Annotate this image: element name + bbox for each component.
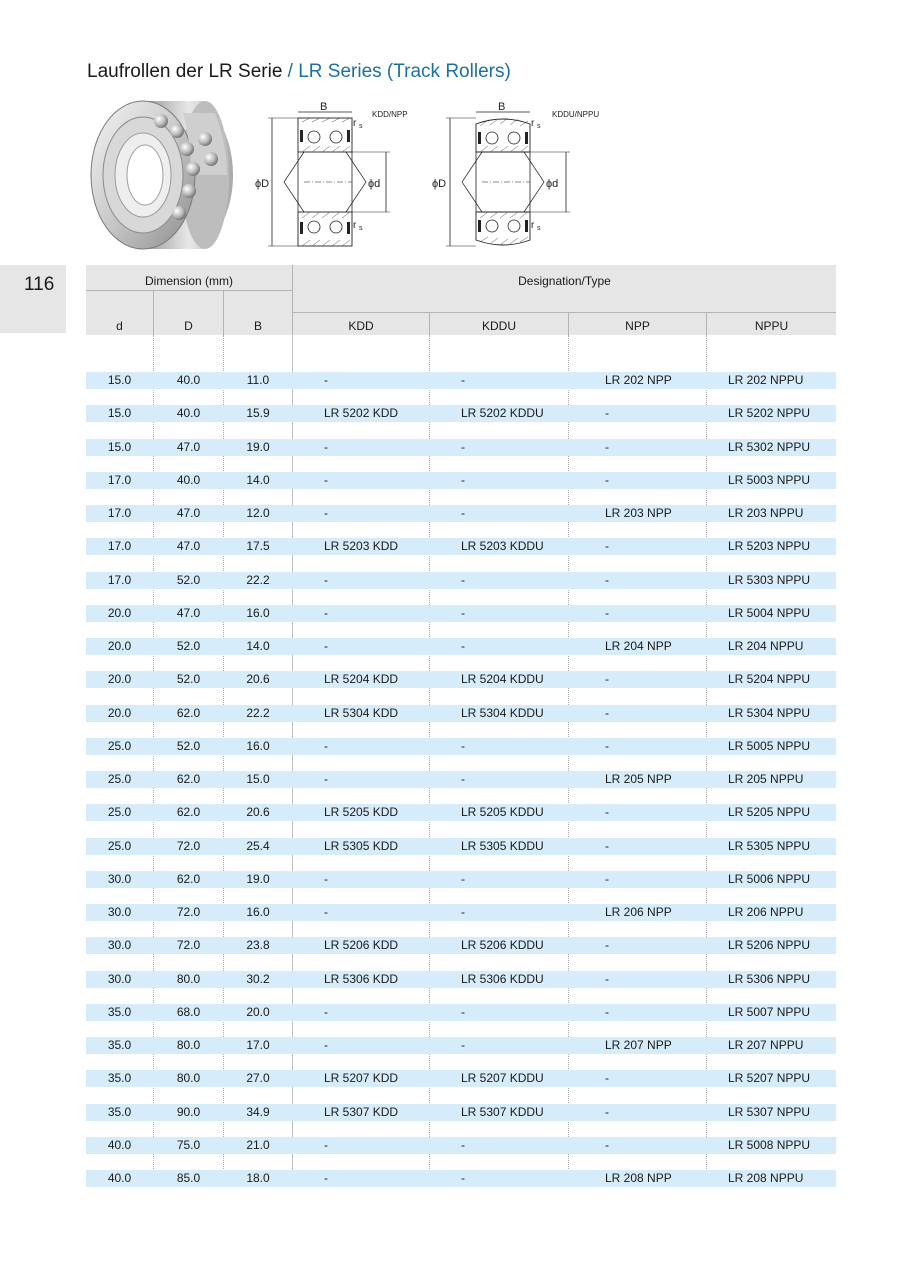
cell-npp: LR 205 NPP xyxy=(605,772,672,786)
cell-B: 19.0 xyxy=(246,439,270,454)
cell-npp: - xyxy=(605,1071,609,1086)
radius-sub-bottom: s xyxy=(537,225,541,232)
cell-kddu: - xyxy=(461,373,465,387)
cell-kdd: - xyxy=(324,1038,328,1052)
cell-B: 34.9 xyxy=(246,1104,270,1119)
cell-nppu: LR 207 NPPU xyxy=(728,1038,804,1052)
cell-npp: - xyxy=(605,406,609,421)
cell-d: 35.0 xyxy=(107,1004,132,1019)
table-row xyxy=(86,1104,836,1121)
cell-d: 25.0 xyxy=(107,838,132,853)
table-row xyxy=(86,937,836,954)
cell-kddu: - xyxy=(461,1004,465,1019)
cell-npp: - xyxy=(605,838,609,853)
column-header-kddu: KDDU xyxy=(481,319,516,333)
cell-D: 52.0 xyxy=(176,672,201,687)
cell-npp: LR 203 NPP xyxy=(605,506,672,520)
cell-D: 47.0 xyxy=(176,439,201,454)
variant-label: KDDU/NPPU xyxy=(552,110,600,119)
cell-npp: - xyxy=(605,971,609,986)
table-row xyxy=(86,1004,836,1021)
cell-d: 30.0 xyxy=(107,971,132,986)
cell-kdd: - xyxy=(324,572,328,587)
cell-nppu: LR 5006 NPPU xyxy=(728,871,811,886)
table-row xyxy=(86,1070,836,1087)
cell-kddu: - xyxy=(461,772,465,786)
cell-D: 40.0 xyxy=(176,472,201,487)
table-row xyxy=(86,372,836,389)
table-row xyxy=(86,1170,836,1187)
cell-d: 35.0 xyxy=(107,1071,132,1086)
cell-npp: - xyxy=(605,1004,609,1019)
cell-B: 22.2 xyxy=(246,572,270,587)
cell-B: 14.0 xyxy=(246,472,270,487)
cell-kdd: - xyxy=(324,472,328,487)
cell-kdd: LR 5306 KDD xyxy=(324,971,399,986)
header-divider-dimension xyxy=(86,290,292,291)
cell-kddu: LR 5306 KDDU xyxy=(461,971,544,986)
cell-D: 85.0 xyxy=(176,1171,201,1185)
cell-nppu: LR 5303 NPPU xyxy=(728,572,811,587)
table-row xyxy=(86,804,836,821)
table-row xyxy=(86,671,836,688)
column-divider xyxy=(223,335,224,1187)
cell-d: 17.0 xyxy=(107,472,132,487)
header-divider-designation xyxy=(293,312,836,313)
table-row xyxy=(86,405,836,422)
cell-B: 20.6 xyxy=(246,672,270,687)
table-row xyxy=(86,971,836,988)
column-divider xyxy=(568,335,569,1187)
cell-npp: - xyxy=(605,705,609,720)
cell-kdd: - xyxy=(324,871,328,886)
table-row xyxy=(86,1037,836,1054)
cell-npp: - xyxy=(605,738,609,753)
radius-label-top: r xyxy=(531,118,535,129)
cell-d: 35.0 xyxy=(107,1038,132,1052)
cell-npp: - xyxy=(605,472,609,487)
od-label: ϕD xyxy=(432,178,447,190)
cell-D: 68.0 xyxy=(176,1004,201,1019)
cell-nppu: LR 5007 NPPU xyxy=(728,1004,811,1019)
cell-kddu: - xyxy=(461,738,465,753)
cell-d: 20.0 xyxy=(107,672,132,687)
cell-B: 20.0 xyxy=(246,1004,270,1019)
cell-D: 52.0 xyxy=(176,639,201,653)
cell-B: 23.8 xyxy=(246,938,270,953)
cell-npp: LR 202 NPP xyxy=(605,373,672,387)
column-header-npp: NPP xyxy=(625,319,650,333)
cell-B: 17.0 xyxy=(246,1038,270,1052)
cell-kddu: - xyxy=(461,639,465,653)
column-header-kdd: KDD xyxy=(348,319,374,333)
cell-D: 52.0 xyxy=(176,572,201,587)
cell-B: 11.0 xyxy=(246,373,270,387)
cell-D: 62.0 xyxy=(176,705,201,720)
table-row xyxy=(86,771,836,788)
cell-B: 20.6 xyxy=(246,805,270,820)
cell-d: 30.0 xyxy=(107,905,132,919)
cell-kdd: LR 5207 KDD xyxy=(324,1071,399,1086)
cell-nppu: LR 5302 NPPU xyxy=(728,439,811,454)
cell-kddu: - xyxy=(461,506,465,520)
dimension-group-header: Dimension (mm) xyxy=(144,274,233,288)
column-header-D: D xyxy=(184,319,193,333)
table-row xyxy=(86,505,836,522)
cell-kdd: - xyxy=(324,639,328,653)
cell-d: 15.0 xyxy=(107,373,132,387)
cell-nppu: LR 203 NPPU xyxy=(728,506,804,520)
cell-B: 30.2 xyxy=(246,971,270,986)
radius-label-top: r xyxy=(353,118,357,129)
cell-kdd: - xyxy=(324,439,328,454)
cell-kdd: - xyxy=(324,373,328,387)
cell-B: 25.4 xyxy=(246,838,270,853)
cell-nppu: LR 5008 NPPU xyxy=(728,1137,811,1152)
cell-nppu: LR 202 NPPU xyxy=(728,373,804,387)
cell-nppu: LR 5304 NPPU xyxy=(728,705,811,720)
cell-D: 47.0 xyxy=(176,539,201,554)
cell-npp: - xyxy=(605,539,609,554)
cell-kdd: - xyxy=(324,605,328,620)
cell-D: 40.0 xyxy=(176,373,201,387)
cell-D: 80.0 xyxy=(176,1071,201,1086)
cell-d: 30.0 xyxy=(107,871,132,886)
cell-npp: - xyxy=(605,572,609,587)
cell-nppu: LR 206 NPPU xyxy=(728,905,804,919)
table-row xyxy=(86,638,836,655)
title-english: LR Series (Track Rollers) xyxy=(298,61,511,82)
cell-nppu: LR 5203 NPPU xyxy=(728,539,811,554)
cell-kdd: - xyxy=(324,905,328,919)
od-label: ϕD xyxy=(255,178,270,190)
cell-nppu: LR 5204 NPPU xyxy=(728,672,811,687)
table-row xyxy=(86,738,836,755)
table-row xyxy=(86,1137,836,1154)
cell-npp: LR 207 NPP xyxy=(605,1038,672,1052)
cell-nppu: LR 5306 NPPU xyxy=(728,971,811,986)
cell-kddu: - xyxy=(461,1171,465,1185)
cell-nppu: LR 204 NPPU xyxy=(728,639,804,653)
cell-D: 52.0 xyxy=(176,738,201,753)
cell-kddu: - xyxy=(461,605,465,620)
cell-kddu: LR 5202 KDDU xyxy=(461,406,544,421)
radius-sub-top: s xyxy=(359,123,363,130)
variant-label: KDD/NPP xyxy=(372,110,408,119)
cell-D: 62.0 xyxy=(176,805,201,820)
column-divider xyxy=(153,335,154,1187)
cell-kddu: - xyxy=(461,472,465,487)
column-divider xyxy=(706,335,707,1187)
width-label: B xyxy=(320,101,328,113)
cell-D: 62.0 xyxy=(176,772,201,786)
page-title xyxy=(87,61,511,83)
cell-kdd: - xyxy=(324,1171,328,1185)
id-label: ϕd xyxy=(546,178,559,190)
cell-kddu: LR 5204 KDDU xyxy=(461,672,544,687)
cell-nppu: LR 5005 NPPU xyxy=(728,738,811,753)
cell-d: 30.0 xyxy=(107,938,132,953)
cell-d: 35.0 xyxy=(107,1104,132,1119)
cell-nppu: LR 5202 NPPU xyxy=(728,406,811,421)
cell-D: 40.0 xyxy=(176,406,201,421)
cell-npp: - xyxy=(605,1137,609,1152)
cell-kddu: - xyxy=(461,1038,465,1052)
cell-nppu: LR 205 NPPU xyxy=(728,772,804,786)
cell-d: 20.0 xyxy=(107,639,132,653)
table-row xyxy=(86,538,836,555)
cell-kdd: - xyxy=(324,1137,328,1152)
cross-section-drawing-kddu-nppu xyxy=(430,98,620,255)
cell-D: 47.0 xyxy=(176,506,201,520)
table-row xyxy=(86,705,836,722)
column-header-d: d xyxy=(116,319,123,333)
designation-group-header: Designation/Type xyxy=(518,274,611,288)
cell-npp: - xyxy=(605,805,609,820)
cell-B: 18.0 xyxy=(246,1171,270,1185)
cell-kddu: - xyxy=(461,572,465,587)
cell-npp: - xyxy=(605,439,609,454)
cell-kdd: LR 5203 KDD xyxy=(324,539,399,554)
cell-D: 80.0 xyxy=(176,971,201,986)
cell-B: 15.9 xyxy=(246,406,270,421)
cell-D: 72.0 xyxy=(176,838,201,853)
cell-D: 80.0 xyxy=(176,1038,201,1052)
cross-section-drawing-kdd-npp xyxy=(252,98,422,255)
cell-kddu: - xyxy=(461,1137,465,1152)
cell-D: 75.0 xyxy=(176,1137,201,1152)
bearing-photo xyxy=(87,93,237,253)
title-separator: / xyxy=(282,61,299,82)
cell-B: 16.0 xyxy=(246,738,270,753)
cell-kdd: LR 5204 KDD xyxy=(324,672,399,687)
cell-kddu: - xyxy=(461,871,465,886)
cell-npp: LR 204 NPP xyxy=(605,639,672,653)
cell-kdd: LR 5304 KDD xyxy=(324,705,399,720)
cell-B: 22.2 xyxy=(246,705,270,720)
cell-D: 90.0 xyxy=(176,1104,201,1119)
table-row xyxy=(86,838,836,855)
cell-d: 25.0 xyxy=(107,805,132,820)
cell-npp: - xyxy=(605,871,609,886)
cell-kdd: LR 5202 KDD xyxy=(324,406,399,421)
cell-kdd: - xyxy=(324,738,328,753)
cell-nppu: LR 5004 NPPU xyxy=(728,605,811,620)
cell-B: 17.5 xyxy=(246,539,270,554)
radius-label-bottom: r xyxy=(353,220,357,231)
cell-d: 40.0 xyxy=(107,1137,132,1152)
cell-kdd: LR 5206 KDD xyxy=(324,938,399,953)
cell-nppu: LR 208 NPPU xyxy=(728,1171,804,1185)
cell-d: 20.0 xyxy=(107,605,132,620)
cell-kddu: LR 5304 KDDU xyxy=(461,705,544,720)
cell-B: 16.0 xyxy=(246,905,270,919)
cell-kddu: LR 5207 KDDU xyxy=(461,1071,544,1086)
radius-label-bottom: r xyxy=(531,220,535,231)
cell-d: 20.0 xyxy=(107,705,132,720)
radius-sub-bottom: s xyxy=(359,225,363,232)
cell-d: 15.0 xyxy=(107,439,132,454)
cell-kddu: LR 5305 KDDU xyxy=(461,838,544,853)
cell-kddu: LR 5205 KDDU xyxy=(461,805,544,820)
cell-kddu: LR 5206 KDDU xyxy=(461,938,544,953)
cell-kdd: LR 5307 KDD xyxy=(324,1104,399,1119)
title-german: Laufrollen der LR Serie xyxy=(87,61,283,82)
cell-nppu: LR 5305 NPPU xyxy=(728,838,811,853)
cell-npp: - xyxy=(605,938,609,953)
cell-d: 17.0 xyxy=(107,539,132,554)
column-divider xyxy=(292,335,293,1187)
column-divider xyxy=(429,335,430,1187)
cell-B: 12.0 xyxy=(246,506,270,520)
cell-nppu: LR 5003 NPPU xyxy=(728,472,811,487)
cell-d: 17.0 xyxy=(107,506,132,520)
column-header-nppu: NPPU xyxy=(754,319,789,333)
table-row xyxy=(86,904,836,921)
cell-kddu: - xyxy=(461,439,465,454)
cell-D: 62.0 xyxy=(176,871,201,886)
cell-B: 15.0 xyxy=(246,772,270,786)
table-row xyxy=(86,871,836,888)
column-header-B: B xyxy=(253,319,262,333)
cell-nppu: LR 5307 NPPU xyxy=(728,1104,811,1119)
cell-d: 15.0 xyxy=(107,406,132,421)
cell-d: 25.0 xyxy=(107,772,132,786)
cell-nppu: LR 5206 NPPU xyxy=(728,938,811,953)
cell-B: 27.0 xyxy=(246,1071,270,1086)
cell-B: 16.0 xyxy=(246,605,270,620)
cell-kdd: LR 5205 KDD xyxy=(324,805,399,820)
cell-npp: LR 206 NPP xyxy=(605,905,672,919)
cell-B: 14.0 xyxy=(246,639,270,653)
table-row xyxy=(86,472,836,489)
cell-kddu: LR 5203 KDDU xyxy=(461,539,544,554)
id-label: ϕd xyxy=(368,178,381,190)
cell-kdd: LR 5305 KDD xyxy=(324,838,399,853)
table-row xyxy=(86,572,836,589)
cell-npp: LR 208 NPP xyxy=(605,1171,672,1185)
cell-B: 19.0 xyxy=(246,871,270,886)
cell-kdd: - xyxy=(324,772,328,786)
cell-kddu: LR 5307 KDDU xyxy=(461,1104,544,1119)
cell-npp: - xyxy=(605,605,609,620)
cell-d: 40.0 xyxy=(107,1171,132,1185)
cell-nppu: LR 5205 NPPU xyxy=(728,805,811,820)
cell-kdd: - xyxy=(324,1004,328,1019)
cell-D: 47.0 xyxy=(176,605,201,620)
page-number: 116 xyxy=(24,274,55,295)
cell-npp: - xyxy=(605,1104,609,1119)
table-row xyxy=(86,439,836,456)
cell-B: 21.0 xyxy=(246,1137,270,1152)
table-row xyxy=(86,605,836,622)
cell-kdd: - xyxy=(324,506,328,520)
cell-d: 25.0 xyxy=(107,738,132,753)
cell-kddu: - xyxy=(461,905,465,919)
width-label: B xyxy=(498,101,506,113)
cell-npp: - xyxy=(605,672,609,687)
radius-sub-top: s xyxy=(537,123,541,130)
cell-D: 72.0 xyxy=(176,938,201,953)
cell-d: 17.0 xyxy=(107,572,132,587)
cell-D: 72.0 xyxy=(176,905,201,919)
cell-nppu: LR 5207 NPPU xyxy=(728,1071,811,1086)
